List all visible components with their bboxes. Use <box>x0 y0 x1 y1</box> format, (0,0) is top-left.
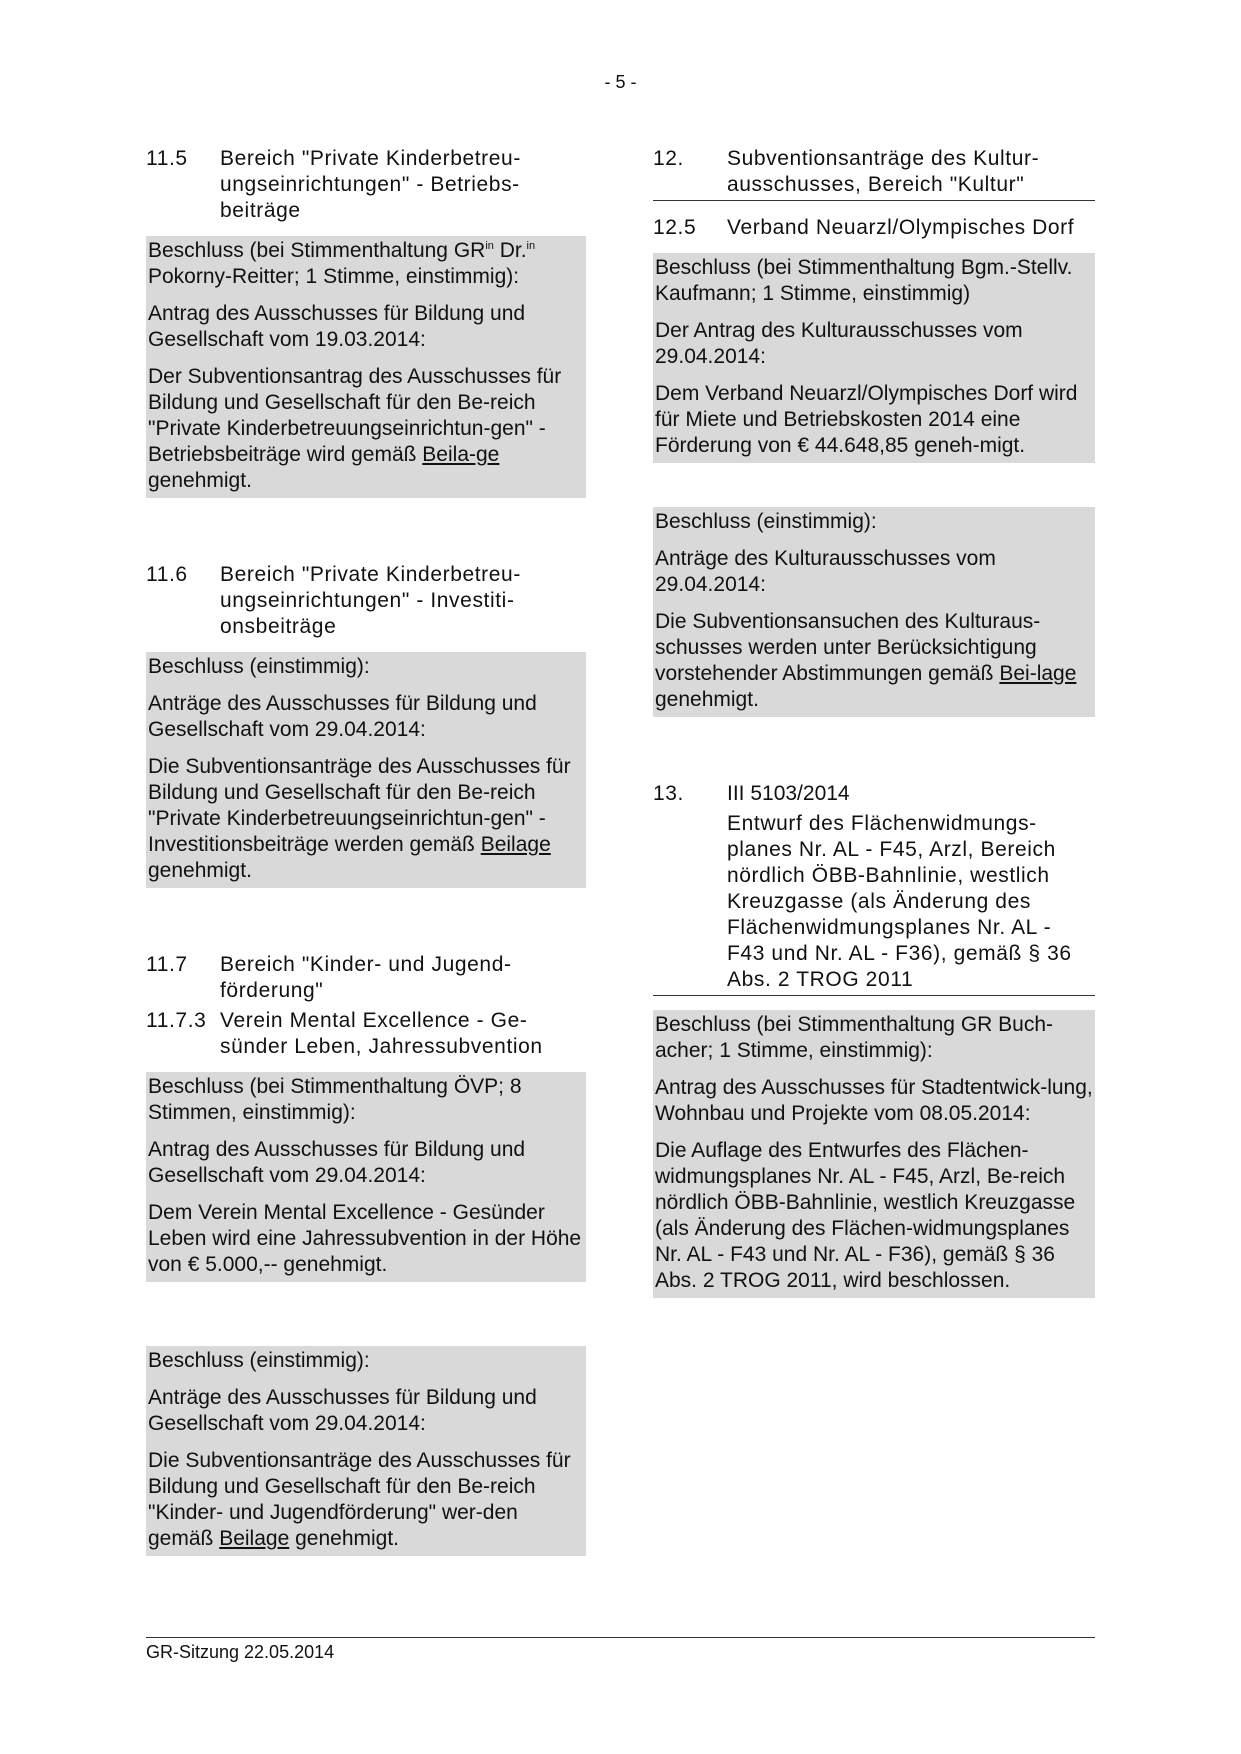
section-title: Bereich "Private Kinderbetreu-ungseinrichtungen" - Investiti-onsbeiträge <box>220 563 521 638</box>
vote-text: Pokorny-Reitter; 1 Stimme, einstimmig): <box>148 265 520 288</box>
section-11-7-heading <box>146 952 586 1004</box>
superscript: in <box>485 240 494 252</box>
resolution-box <box>146 1346 586 1556</box>
text: genehmigt. <box>289 1527 400 1550</box>
resolution-text: Die Auflage des Entwurfes des Flächen-widmungsplanes Nr. AL - F45, Arzl, Be-reich nördlich ÖBB-Bahnlinie, westlich Kreuzgasse (als Änderung des Flächen-widmungsplanes Nr. AL - F43 und Nr. AL - F36), gemäß § 36 Abs. 2 TROG 2011, wird beschlossen. <box>655 1139 1076 1292</box>
resolution-text: Dem Verein Mental Excellence - Gesünder Leben wird eine Jahressubvention in der Höhe von € 5.000,-- genehmigt. <box>148 1201 582 1276</box>
motion-source: Anträge des Ausschusses für Bildung und Gesellschaft vom 29.04.2014: <box>148 1386 537 1435</box>
section-11-6-heading <box>146 562 586 640</box>
resolution-box <box>653 1010 1095 1298</box>
resolution-vote: Beschluss (bei Stimmenthaltung GR Buch-acher; 1 Stimme, einstimmig): <box>655 1013 1054 1062</box>
text: Die Subventionsansuchen des Kulturaus-schusses werden unter Berücksichtigung vorstehender Abstimmungen gemäß <box>655 610 1041 685</box>
section-11-5-heading <box>146 146 586 224</box>
resolution-vote: Beschluss (einstimmig): <box>655 510 877 533</box>
resolution-text <box>655 609 1093 713</box>
attachment-link: Bei-lage <box>999 662 1077 685</box>
resolution-box <box>653 507 1095 717</box>
resolution-vote: Beschluss (bei Stimmenthaltung ÖVP; 8 Stimmen, einstimmig): <box>148 1075 522 1124</box>
attachment-link: Beilage <box>480 833 551 856</box>
page-footer: GR-Sitzung 22.05.2014 <box>146 1637 1095 1663</box>
resolution-vote <box>148 238 584 290</box>
section-13-heading <box>653 781 1095 807</box>
text: Die Subventionsanträge des Ausschusses für Bildung und Gesellschaft für den Be-reich "Private Kinderbetreuungseinrichtun-gen" - Investitionsbeiträge werden gemäß <box>148 755 571 856</box>
attachment-link: Beila-ge <box>422 443 500 466</box>
left-column <box>146 146 586 1600</box>
text: genehmigt. <box>148 469 252 492</box>
vote-text: Beschluss (bei Stimmenthaltung GR <box>148 239 486 262</box>
text: genehmigt. <box>148 859 252 882</box>
resolution-vote: Beschluss (einstimmig): <box>148 1349 370 1372</box>
resolution-text <box>148 1448 584 1552</box>
section-number: 11.5 <box>146 147 188 170</box>
resolution-text: Dem Verband Neuarzl/Olympisches Dorf wird für Miete und Betriebskosten 2014 eine Förderung von € 44.648,85 geneh-migt. <box>655 382 1078 457</box>
superscript: in <box>526 240 536 252</box>
section-11-7-3-heading <box>146 1008 586 1060</box>
motion-source: Antrag des Ausschusses für Bildung und Gesellschaft vom 19.03.2014: <box>148 302 526 351</box>
section-number: 12. <box>653 147 684 170</box>
vote-text: Dr. <box>493 239 527 262</box>
resolution-box <box>146 652 586 888</box>
text: genehmigt. <box>655 688 759 711</box>
section-number: 11.7.3 <box>146 1009 207 1032</box>
section-title: Bereich "Private Kinderbetreu-ungseinrichtungen" - Betriebs-beiträge <box>220 147 521 222</box>
section-title: Bereich "Kinder- und Jugend-förderung" <box>220 953 512 1002</box>
motion-source: Antrag des Ausschusses für Bildung und Gesellschaft vom 29.04.2014: <box>148 1138 526 1187</box>
motion-source: Antrag des Ausschusses für Stadtentwick-lung, Wohnbau und Projekte vom 08.05.2014: <box>655 1076 1093 1125</box>
motion-source: Der Antrag des Kulturausschusses vom 29.04.2014: <box>655 319 1023 368</box>
text: Der Subventionsantrag des Ausschusses für Bildung und Gesellschaft für den Be-reich "Private Kinderbetreuungseinrichtun-gen" - Betriebsbeiträge wird gemäß <box>148 365 562 466</box>
resolution-box <box>146 1072 586 1282</box>
motion-source: Anträge des Ausschusses für Bildung und Gesellschaft vom 29.04.2014: <box>148 692 537 741</box>
right-column <box>653 146 1095 1342</box>
section-title: Entwurf des Flächenwidmungs-planes Nr. AL - F45, Arzl, Bereich nördlich ÖBB-Bahnlinie, westlich Kreuzgasse (als Änderung des Flächenwidmungsplanes Nr. AL - F43 und Nr. AL - F36), gemäß § 36 Abs. 2 TROG 2011 <box>653 811 1095 996</box>
section-12-heading <box>653 146 1095 201</box>
resolution-box <box>653 253 1095 463</box>
resolution-box <box>146 236 586 498</box>
resolution-text <box>148 364 584 494</box>
motion-source: Anträge des Kulturausschusses vom 29.04.2014: <box>655 547 996 596</box>
resolution-vote: Beschluss (einstimmig): <box>148 655 370 678</box>
resolution-vote: Beschluss (bei Stimmenthaltung Bgm.-Stellv. Kaufmann; 1 Stimme, einstimmig) <box>655 256 1073 305</box>
section-number: 11.6 <box>146 563 188 586</box>
text: Die Subventionsanträge des Ausschusses für Bildung und Gesellschaft für den Be-reich "Kinder- und Jugendförderung" wer-den gemäß <box>148 1449 571 1550</box>
section-number: 12.5 <box>653 216 697 239</box>
section-number: 13. <box>653 782 684 805</box>
resolution-text <box>148 754 584 884</box>
section-number: 11.7 <box>146 953 188 976</box>
section-title: Verband Neuarzl/Olympisches Dorf <box>727 216 1075 239</box>
page-number: - 5 - <box>604 72 637 92</box>
reference-number: III 5103/2014 <box>727 782 850 805</box>
section-title: Verein Mental Excellence - Ge-sünder Leben, Jahressubvention <box>220 1009 543 1058</box>
section-12-5-heading <box>653 215 1095 241</box>
section-title: Subventionsanträge des Kultur-ausschusses, Bereich "Kultur" <box>727 147 1040 196</box>
attachment-link: Beilage <box>219 1527 290 1550</box>
